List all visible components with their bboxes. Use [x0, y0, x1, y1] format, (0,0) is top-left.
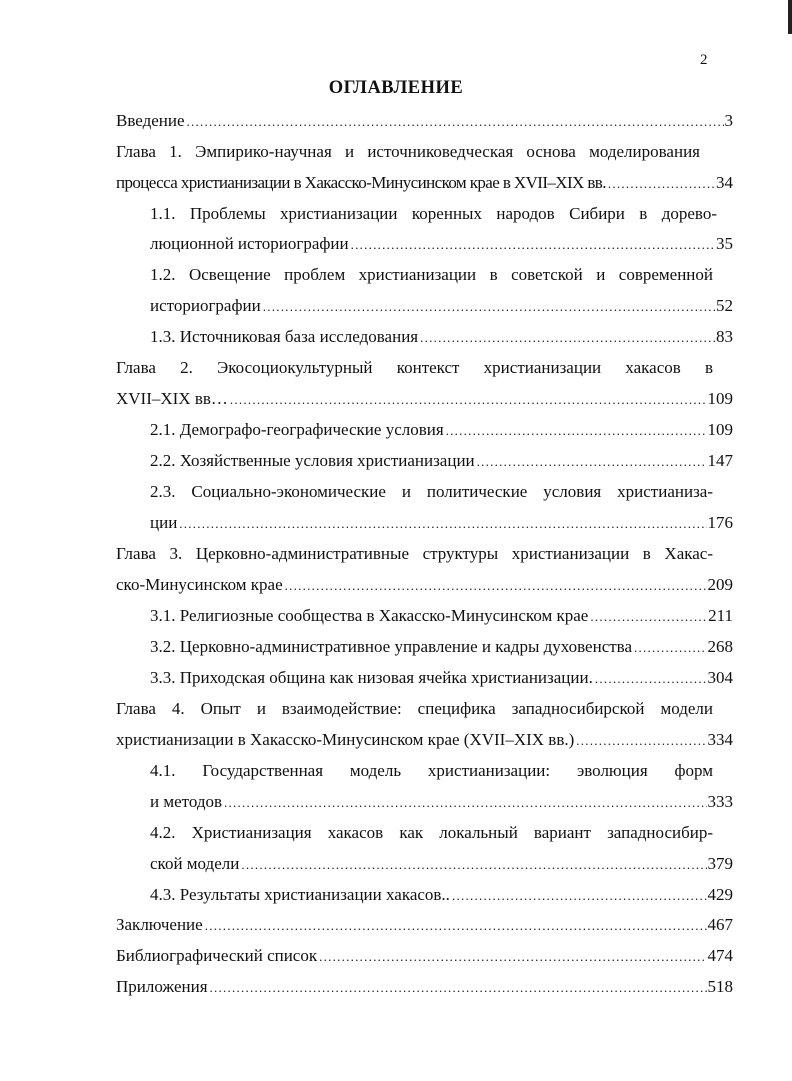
toc-label: 4.3. Результаты христианизации хакасов..: [150, 885, 450, 904]
toc-entry-4-3[interactable]: [150, 884, 733, 906]
toc-entry-2-2[interactable]: [150, 450, 733, 472]
leader-dots: [595, 668, 707, 690]
toc-entry-3-3[interactable]: [150, 667, 733, 689]
leader-dots: [224, 792, 706, 814]
toc-label: XVII–XIX вв…: [116, 389, 228, 408]
toc-label: 3.1. Религиозные сообщества в Хакасско-Минусинском крае: [150, 606, 589, 625]
toc-label: процесса христианизации в Хакасско-Минусинском крае в XVII–XIX вв.: [116, 173, 606, 192]
leader-dots: [446, 420, 707, 442]
leader-dots: [319, 946, 706, 968]
page-title: ОГЛАВЛЕНИЕ: [328, 78, 464, 98]
toc-page: 304: [707, 668, 733, 687]
toc-label: 3.2. Церковно-административное управление и кадры духовенства: [150, 637, 633, 656]
leader-dots: [634, 637, 706, 659]
toc-label: 1.3. Источниковая база исследования: [150, 327, 419, 346]
toc-entry-4-1-line2[interactable]: [150, 791, 733, 813]
toc-label: историографии: [150, 296, 261, 315]
toc-entry-ch1-line2[interactable]: [116, 172, 733, 194]
toc-entry-2-3-line2[interactable]: [150, 512, 733, 534]
leader-dots: [205, 915, 707, 937]
toc-entry-ch1-line1[interactable]: Глава 1. Эмпирико-научная и источниковедческая основа моделирования: [116, 142, 700, 161]
toc-page: 467: [707, 915, 733, 934]
toc-label: Приложения: [116, 977, 208, 996]
toc-label: Библиографический список: [116, 946, 318, 965]
toc-entry-4-2-line1[interactable]: 4.2. Христианизация хакасов как локальный вариант западносибир-: [150, 823, 713, 842]
toc-label: христианизации в Хакасско-Минусинском крае (XVII–XIX вв.): [116, 730, 575, 749]
leader-dots: [285, 575, 707, 597]
toc-page: 109: [707, 389, 733, 408]
toc-entry-ch3-line2[interactable]: [116, 574, 733, 596]
leader-dots: [477, 451, 707, 473]
toc-label: ской модели: [150, 854, 240, 873]
toc-page: 34: [716, 173, 733, 192]
toc-entry-3-1[interactable]: [150, 605, 733, 627]
toc-page: 209: [707, 575, 733, 594]
toc-entry-appendices[interactable]: [116, 976, 733, 998]
toc-entry-1-3[interactable]: [150, 326, 733, 348]
toc-entry-1-1-line2[interactable]: [150, 233, 733, 255]
toc-page: 83: [716, 327, 733, 346]
toc-entry-1-1-line1[interactable]: 1.1. Проблемы христианизации коренных народов Сибири в дорево-: [150, 204, 717, 223]
toc-entry-1-2-line2[interactable]: [150, 295, 733, 317]
toc-page: 35: [716, 234, 733, 253]
leader-dots: [351, 234, 715, 256]
toc-page: 379: [707, 854, 733, 873]
toc-page: 268: [707, 637, 733, 656]
toc-entry-3-2[interactable]: [150, 636, 733, 658]
leader-dots: [576, 730, 706, 752]
toc-page: 211: [708, 606, 733, 625]
toc-label: Заключение: [116, 915, 203, 934]
toc-label: и методов: [150, 792, 223, 811]
scan-edge-mark: [788, 0, 792, 34]
toc-label: 2.1. Демографо-географические условия: [150, 420, 444, 439]
leader-dots: [420, 327, 715, 349]
toc-entry-2-1[interactable]: [150, 419, 733, 441]
leader-dots: [608, 173, 715, 195]
toc-label: ции: [150, 513, 178, 532]
leader-dots: [241, 854, 706, 876]
toc-entry-bibliography[interactable]: [116, 945, 733, 967]
toc-page: 147: [707, 451, 733, 470]
toc-label: Введение: [116, 111, 185, 130]
toc-entry-ch3-line1[interactable]: Глава 3. Церковно-административные структуры христианизации в Хакас-: [116, 544, 713, 563]
leader-dots: [590, 606, 707, 628]
toc-page: 518: [707, 977, 733, 996]
toc-entry-1-2-line1[interactable]: 1.2. Освещение проблем христианизации в советской и современной: [150, 265, 713, 284]
toc-entry-ch4-line2[interactable]: [116, 729, 733, 751]
toc-page: 333: [707, 792, 733, 811]
toc-label: ско-Минусинском крае: [116, 575, 283, 594]
toc-page: 429: [707, 885, 733, 904]
toc-entry-4-2-line2[interactable]: [150, 853, 733, 875]
toc-entry-ch4-line1[interactable]: Глава 4. Опыт и взаимодействие: специфика западносибирской модели: [116, 699, 713, 718]
leader-dots: [452, 885, 707, 907]
toc-page: 176: [707, 513, 733, 532]
toc-entry-conclusion[interactable]: [116, 914, 733, 936]
toc-page: 474: [707, 946, 733, 965]
toc-label: 3.3. Приходская община как низовая ячейка христианизации.: [150, 668, 593, 687]
toc-label: люционной историографии: [150, 234, 349, 253]
toc-page: 52: [716, 296, 733, 315]
toc-entry-ch2-line1[interactable]: Глава 2. Экосоциокультурный контекст христианизации хакасов в: [116, 358, 713, 377]
toc-page: 334: [707, 730, 733, 749]
leader-dots: [210, 977, 707, 999]
toc-entry-intro[interactable]: [116, 110, 733, 132]
page-number: 2: [700, 52, 708, 68]
toc-entry-2-3-line1[interactable]: 2.3. Социально-экономические и политические условия христианиза-: [150, 482, 713, 501]
toc-entry-4-1-line1[interactable]: 4.1. Государственная модель христианизации: эволюция форм: [150, 761, 713, 780]
leader-dots: [230, 389, 707, 411]
leader-dots: [179, 513, 706, 535]
toc-page: 109: [707, 420, 733, 439]
toc-label: 2.2. Хозяйственные условия христианизации: [150, 451, 475, 470]
toc-entry-ch2-line2[interactable]: [116, 388, 733, 410]
leader-dots: [263, 296, 715, 318]
leader-dots: [187, 111, 724, 133]
toc-page: 3: [724, 111, 733, 130]
